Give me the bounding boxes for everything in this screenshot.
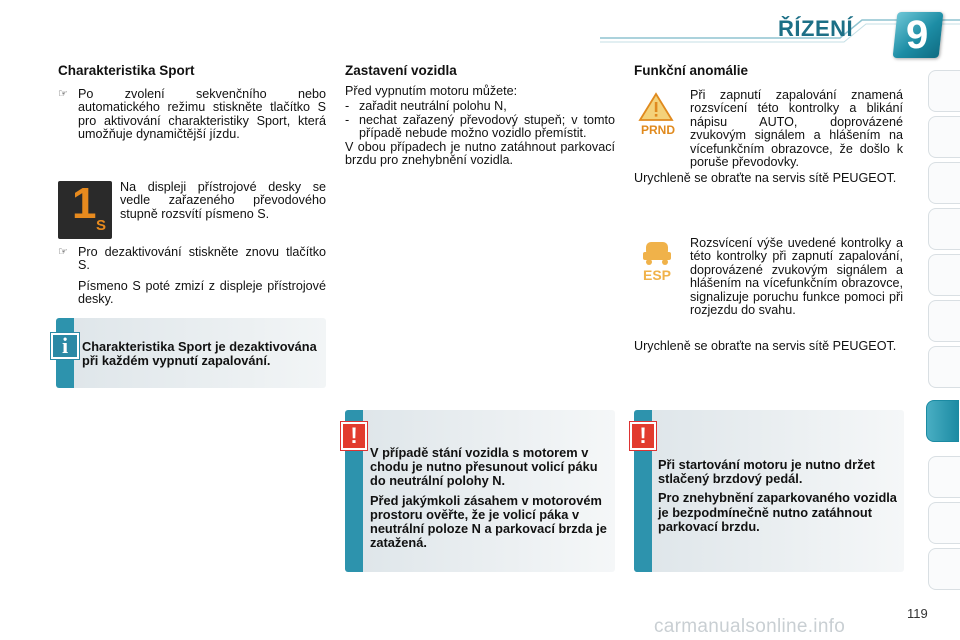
chapter-tab[interactable]: [928, 456, 960, 498]
chapter-tab-active[interactable]: [926, 400, 959, 442]
chapter-tab[interactable]: [928, 116, 960, 158]
anomalies-para-2: Rozsvícení výše uvedené kontrolky a této kontrolky při zapnutí zapalování, doprovázené zvukovým signálem a hlášením na vícefunkčním obrazovce, signalizuje poruchu funkce pomoci při rozjezdu do svahu.: [690, 236, 903, 318]
finger-pointer-icon: ☞: [58, 88, 68, 100]
page-number: 119: [907, 606, 928, 621]
anomalies-followup-2-wrap: [634, 340, 904, 353]
stopping-item-1: zařadit neutrální polohu N,: [359, 99, 507, 114]
chapter-tab[interactable]: [928, 300, 960, 342]
svg-text:ESP: ESP: [642, 267, 672, 283]
warning-stopping-para-2: Před jakýmkoli zásahem v motorovém prostoru ověřte, že je volicí páka v neutrální poloze N a parkovací brzda je zatažená.: [370, 492, 607, 551]
warning-stopping-para-1: V případě stání vozidla s motorem v chodu je nutno přesunout volicí páku do neutrální polohy N.: [370, 445, 598, 489]
stopping-heading: Zastavení vozidla: [345, 63, 457, 78]
gear-digit: 1: [72, 179, 97, 228]
anomalies-followup-1-wrap: [634, 172, 904, 185]
sport-bullet-2: Pro dezaktivování stiskněte znovu tlačítko S.: [78, 245, 326, 273]
anomalies-para-1-followup: Urychleně se obraťte na servis sítě PEUGEOT.: [634, 171, 897, 185]
sport-heading: Charakteristika Sport: [58, 63, 195, 78]
anomalies-heading: Funkční anomálie: [634, 63, 749, 78]
warning-text-anomalies: [658, 458, 898, 539]
svg-text:PRND: PRND: [640, 123, 676, 136]
stopping-intro: Před vypnutím motoru můžete:: [345, 84, 518, 98]
anomalies-para-2-start: [690, 237, 903, 317]
chapter-number: 9: [906, 13, 929, 57]
sport-section: [58, 88, 326, 142]
chapter-tab[interactable]: [928, 254, 960, 296]
sport-display-note: Na displeji přístrojové desky se vedle zařazeného převodového stupně rozsvítí písmeno S.: [120, 180, 326, 221]
chapter-tab[interactable]: [928, 346, 960, 388]
warning-text-stopping: [370, 446, 608, 555]
warning-anomalies-para-2: Pro znehybnění zaparkovaného vozidla je bezpodmínečně nutno zatáhnout parkovací brzdu.: [658, 490, 897, 534]
prnd-warning-icon: [636, 92, 682, 136]
anomalies-para-1-start: [690, 89, 903, 169]
stopping-outro: V obou případech je nutno zatáhnout parkovací brzdu pro znehybnění vozidla.: [345, 139, 615, 168]
info-icon: i: [51, 333, 79, 359]
stopping-item-2: nechat zařazený převodový stupeň; v tomto případě nebude možno vozidlo přemístit.: [359, 112, 615, 141]
chapter-tab[interactable]: [928, 208, 960, 250]
gear-letter: S: [96, 217, 107, 234]
exclamation-icon: !: [341, 422, 367, 450]
esp-warning-icon: [638, 238, 678, 284]
exclamation-icon: !: [630, 422, 656, 450]
chapter-tabs: [928, 70, 960, 580]
stopping-section: Před vypnutím motoru můžete: - zařadit neutrální polohu N, - nechat zařazený převodový stupeň; v tomto případě nebude možno vozidlo přemístit. V obou případech je nutno zatáhnout parkovací brzdu pro znehybnění vozidla.: [345, 84, 615, 168]
sport-bullet-1: Po zvolení sekvenčního nebo automatického režimu stiskněte tlačítko S pro aktivování charakteristiky Sport, která umožňuje dynamičtější jízdu.: [78, 87, 326, 142]
chapter-tab[interactable]: [928, 162, 960, 204]
finger-pointer-icon: ☞: [58, 246, 68, 258]
sport-section-2: [58, 246, 326, 307]
sport-bullet-2-followup: Písmeno S poté zmizí z displeje přístrojové desky.: [78, 278, 326, 307]
gear-display-icon: [58, 181, 112, 239]
chapter-tab[interactable]: [928, 548, 960, 590]
anomalies-para-1: Při zapnutí zapalování znamená rozsvícení této kontrolky a blikání nápisu AUTO, doprovázené zvukovým signálem a hlášením na vícefunkčním obrazovce, že došlo k poruše převodovky.: [690, 88, 903, 170]
watermark: carmanualsonline.info: [654, 616, 846, 637]
info-box-text: Charakteristika Sport je dezaktivována při každém vypnutí zapalování.: [82, 339, 317, 368]
warning-anomalies-para-1: Při startování motoru je nutno držet stlačený brzdový pedál.: [658, 457, 875, 487]
chapter-tab[interactable]: [928, 502, 960, 544]
anomalies-para-2-followup: Urychleně se obraťte na servis sítě PEUGEOT.: [634, 339, 897, 353]
chapter-tab[interactable]: [928, 70, 960, 112]
chapter-title: ŘÍZENÍ: [778, 16, 854, 41]
